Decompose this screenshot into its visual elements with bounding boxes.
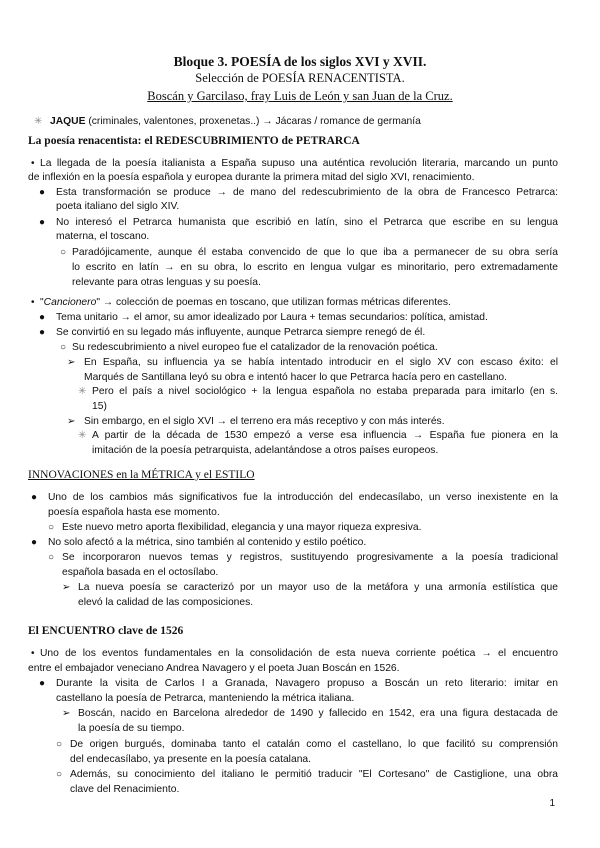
circle-bullet-icon: ○ — [48, 522, 55, 533]
text-line: No solo afectó a la métrica, sino también al contenido y estilo poético. — [48, 537, 367, 548]
circle-bullet-icon: ○ — [60, 247, 67, 258]
circle-bullet-icon: ○ — [48, 552, 55, 563]
text-line: elevó la calidad de las composiciones. — [78, 597, 254, 608]
text-line: Pero el país a nivel sociológico + la lengua española no estaba preparada para imitarlo (en s. — [92, 386, 558, 397]
section-heading-innovaciones: INNOVACIONES en la MÉTRICA y el ESTILO — [28, 469, 255, 481]
section-heading-petrarca: La poesía renacentista: el REDESCUBRIMIENTO de PETRARCA — [28, 135, 360, 147]
bullet-icon: • — [31, 648, 35, 659]
bullet-icon: ● — [31, 492, 38, 503]
text-line: Se incorporaron nuevos temas y registros, sustituyendo progresivamente a la poesía tradicional — [62, 552, 558, 563]
text-line: imitación de la poesía petrarquista, adelantándose a otros países europeos. — [92, 445, 439, 456]
bullet-icon: • — [31, 158, 35, 169]
text-line: Uno de los cambios más significativos fue la introducción del endecasílabo, un verso inexistente en la — [48, 492, 558, 503]
bullet-icon: ● — [39, 217, 46, 228]
arrow-bullet-icon: ➢ — [62, 582, 71, 593]
text-line: Uno de los eventos fundamentales en la consolidación de esta nueva corriente poética → el encuentro — [40, 648, 558, 659]
text-line: No interesó el Petrarca humanista que escribió en latín, sino el Petrarca que escribe en su lengua — [56, 217, 558, 228]
text-line: La nueva poesía se caracterizó por un mayor uso de la metáfora y una armonía estilística que — [78, 582, 558, 593]
document-title: Bloque 3. POESÍA de los siglos XVI y XVII. — [173, 54, 427, 69]
text-line: A partir de la década de 1530 empezó a verse esa influencia → España fue pionera en la — [92, 430, 558, 441]
text-line: 15) — [92, 401, 107, 412]
document-subtitle: Selección de POESÍA RENACENTISTA. — [195, 71, 405, 85]
bullet-icon: ● — [39, 312, 46, 323]
bullet-icon: • — [31, 297, 35, 308]
cancionero-rest: " → colección de poemas en toscano, que utilizan formas métricas diferentes. — [96, 297, 451, 308]
circle-bullet-icon: ○ — [60, 342, 67, 353]
arrow-bullet-icon: ➢ — [67, 416, 76, 427]
text-line: Boscán, nacido en Barcelona alrededor de 1490 y fallecido en 1542, era una figura destacada de — [78, 708, 558, 719]
cancionero-term: Cancionero — [43, 297, 97, 308]
text-line: Tema unitario → el amor, su amor idealizado por Laura + temas secundarios: política, amistad. — [56, 312, 488, 323]
section-heading-encuentro: El ENCUENTRO clave de 1526 — [28, 625, 184, 637]
text-line: materna, el toscano. — [56, 231, 150, 242]
text-line: relevante para otras lenguas y su poesía. — [72, 277, 261, 288]
jaque-rest: (criminales, valentones, proxenetas..) → Jácaras / romance de germanía — [85, 116, 421, 127]
arrow-bullet-icon: ➢ — [67, 357, 76, 368]
text-line: poesía española hasta ese momento. — [48, 507, 220, 518]
arrow-bullet-icon: ➢ — [62, 708, 71, 719]
text-line: entre el embajador veneciano Andrea Navagero y el poeta Juan Boscán en 1526. — [28, 663, 400, 674]
jaque-line — [50, 114, 421, 129]
text-line: En España, su influencia ya se había intentado introducir en el siglo XV con escaso éxito: el — [84, 357, 558, 368]
text-line: Paradójicamente, aunque él estaba convencido de que lo que iba a permanecer de su obra sería — [72, 247, 558, 258]
text-line: la poesía de su tiempo. — [78, 723, 185, 734]
text-line: lo escrito en latín → en su obra, lo escrito en lengua vulgar es minoritario, pero extremadamente — [72, 262, 558, 273]
asterism-icon: ✳ — [34, 116, 43, 127]
text-line: Su redescubrimiento a nivel europeo fue el catalizador de la renovación poética. — [72, 342, 438, 353]
text-line: Esta transformación se produce → de mano del redescubrimiento de la obra de Francesco Petrarca: — [56, 187, 558, 198]
text-line: Durante la visita de Carlos I a Granada, Navagero propuso a Boscán un reto literario: imitar en — [56, 678, 558, 689]
bullet-icon: ● — [39, 187, 46, 198]
text-line: Además, su conocimiento del italiano le permitió traducir "El Cortesano" de Castiglione, una obra — [70, 769, 558, 780]
asterism-icon: ✳ — [78, 386, 87, 397]
bullet-icon: ● — [31, 537, 38, 548]
text-line: poeta italiano del siglo XIV. — [56, 201, 180, 212]
page-number: 1 — [549, 798, 555, 809]
text-line: Este nuevo metro aporta flexibilidad, elegancia y una mayor riqueza expresiva. — [62, 522, 422, 533]
bullet-icon: ● — [39, 327, 46, 338]
text-line: española basada en el octosílabo. — [62, 567, 219, 578]
asterism-icon: ✳ — [78, 430, 87, 441]
text-line: del endecasílabo, ya presente en la poesía catalana. — [70, 754, 312, 765]
bullet-icon: ● — [39, 678, 46, 689]
text-line: Marqués de Santillana leyó su obra e intentó hacer lo que Petrarca hacía pero en castellano. — [84, 372, 508, 383]
text-line: de inflexión en la poesía española y europea durante la primera mitad del siglo XVI, renacimiento. — [28, 172, 475, 183]
text-line: De origen burgués, dominaba tanto el catalán como el castellano, lo que facilitó su comprensión — [70, 739, 558, 750]
text-line: Se convirtió en su legado más influyente, aunque Petrarca siempre renegó de él. — [56, 327, 426, 338]
jaque-term: JAQUE — [50, 116, 86, 127]
text-line: La llegada de la poesía italianista a España supuso una auténtica revolución literaria, marcando un punto — [40, 158, 558, 169]
circle-bullet-icon: ○ — [56, 739, 63, 750]
text-line: Sin embargo, en el siglo XVI → el terreno era más receptivo y con más interés. — [84, 416, 445, 427]
circle-bullet-icon: ○ — [56, 769, 63, 780]
document-authors: Boscán y Garcilaso, fray Luis de León y san Juan de la Cruz. — [147, 89, 453, 103]
text-line: castellano la poesía de Petrarca, manteniendo la métrica italiana. — [56, 693, 355, 704]
cancionero-line: "Cancionero" → colección de poemas en toscano, que utilizan formas métricas diferentes. — [40, 297, 451, 308]
text-line: clave del Renacimiento. — [70, 784, 180, 795]
